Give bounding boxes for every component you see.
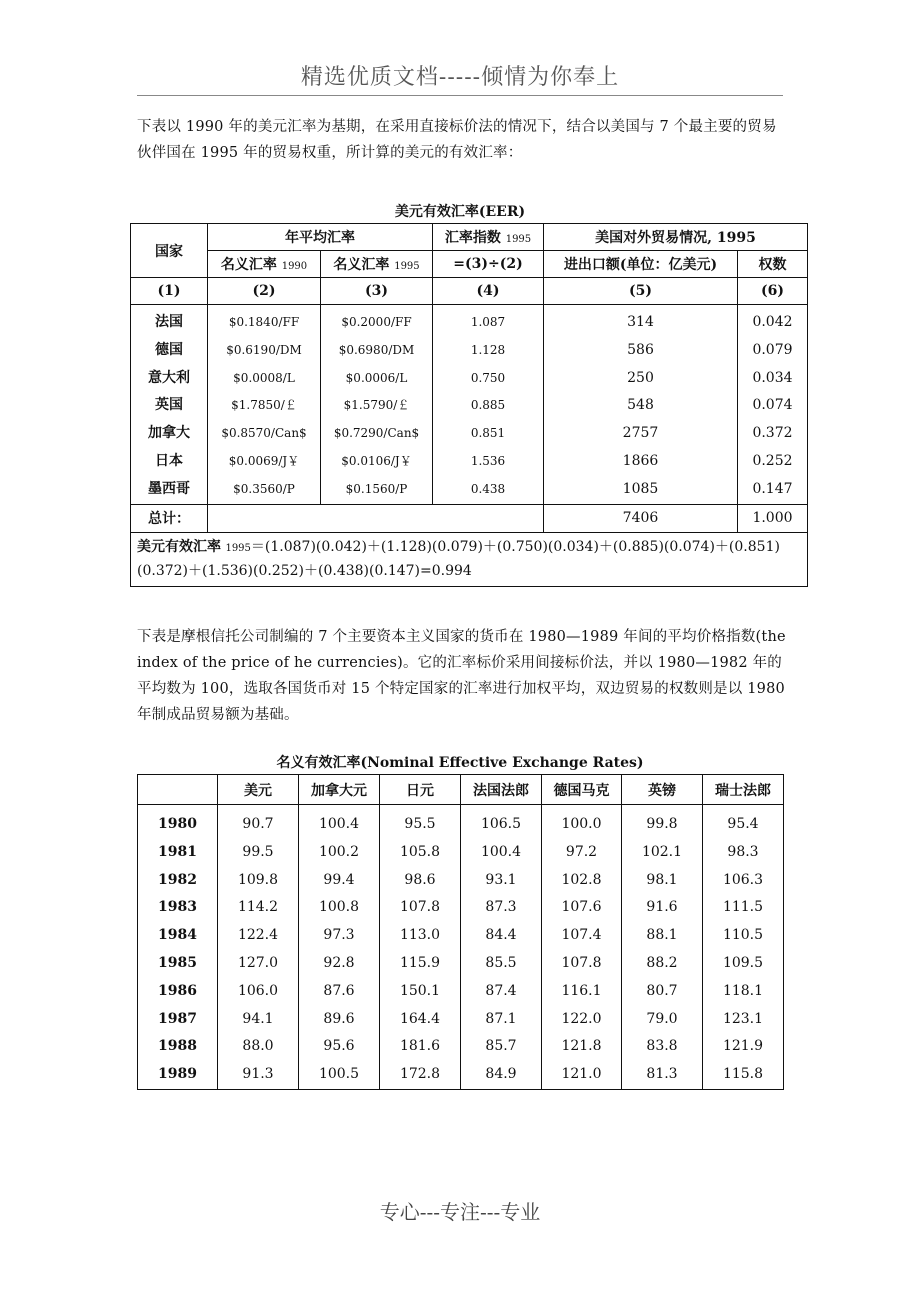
table1-caption: 美元有效汇率(EER) [394, 204, 526, 220]
rate-cell: 79.0 [646, 1010, 678, 1027]
col-num: (4) [433, 278, 544, 305]
rate-cell: 109.8 [237, 871, 279, 888]
col-num: (5) [544, 278, 738, 305]
rate-1990-cell: $0.3560/P [233, 481, 295, 496]
rate-1995-cell: $0.7290/Can$ [333, 426, 420, 441]
rate-cell: 122.0 [561, 1010, 602, 1027]
rate-cell: 100.0 [561, 816, 602, 832]
country-cell: 德国 [155, 341, 183, 358]
rate-1995-column [321, 305, 433, 505]
rate-cell: 97.2 [565, 843, 598, 860]
rate-cell: 84.4 [485, 927, 517, 944]
rate-cell: 98.3 [727, 843, 759, 860]
weight-column [738, 305, 808, 505]
rate-cell: 97.3 [323, 927, 355, 944]
rate-cell: 100.4 [480, 843, 522, 860]
col-num: (1) [131, 278, 208, 305]
rate-cell: 164.4 [399, 1010, 441, 1027]
cad-column [299, 805, 380, 1090]
header-index [433, 224, 544, 251]
formula-sub: 1995 [225, 542, 251, 554]
weight-cell: 0.252 [752, 452, 793, 469]
rate-cell: 84.9 [485, 1066, 517, 1083]
rate-cell: 113.0 [399, 927, 441, 944]
rate-cell: 106.3 [722, 871, 764, 888]
rate-cell: 110.5 [722, 927, 764, 944]
rate-cell: 100.5 [318, 1066, 360, 1083]
year-cell: 1984 [158, 927, 197, 944]
header-nominal-1995-label: 名义汇率 [333, 257, 390, 273]
rate-cell: 88.1 [646, 927, 678, 944]
trade-cell: 250 [627, 369, 654, 386]
header-country: 国家 [131, 224, 208, 278]
rate-1990-cell: $0.6190/DM [226, 342, 302, 357]
index-cell: 1.128 [470, 342, 506, 357]
usd-column [218, 805, 299, 1090]
header-formula: =(3)÷(2) [433, 251, 544, 278]
total-weight: 1.000 [738, 504, 808, 532]
rate-cell: 107.8 [399, 899, 441, 916]
rate-cell: 115.8 [722, 1066, 764, 1083]
weight-cell: 0.372 [752, 425, 793, 442]
index-cell: 1.087 [470, 315, 506, 329]
rate-cell: 95.4 [727, 816, 759, 832]
weight-cell: 0.079 [752, 341, 793, 358]
header-index-sub: 1995 [505, 234, 532, 245]
rate-cell: 80.7 [646, 982, 678, 999]
rate-cell: 88.0 [242, 1038, 274, 1055]
year-column [138, 805, 218, 1090]
rate-cell: 99.5 [242, 843, 274, 860]
rate-1995-cell: $0.1560/P [345, 481, 408, 496]
total-trade: 7406 [544, 504, 738, 532]
index-column [433, 305, 544, 505]
page-footer: 专心---专注---专业 [379, 1200, 541, 1224]
intro-paragraph-2: 下表是摩根信托公司制编的 7 个主要资本主义国家的货币在 1980—1989 年间的平均价格指数(the index of the price of he currencies)。它的汇率标价采用间接标价法，并以 1980—1982 年的平均数为 100，选取各国货币对 15 个特定国家的汇率进行加权平均，双边贸易的权数则是以 1980 年制成品贸易额为基础。 [137, 629, 786, 723]
col-num: (6) [738, 278, 808, 305]
trade-cell: 2757 [622, 425, 659, 442]
trade-cell: 1866 [622, 452, 659, 469]
rate-1995-cell: $1.5790/￡ [343, 398, 410, 413]
header-year-blank [138, 775, 218, 805]
country-cell: 墨西哥 [148, 480, 190, 497]
chf-column [703, 805, 784, 1090]
rate-cell: 92.8 [323, 954, 355, 971]
trade-cell: 548 [627, 397, 654, 414]
rate-cell: 121.9 [722, 1038, 764, 1055]
country-cell: 法国 [155, 314, 183, 330]
rate-cell: 150.1 [399, 982, 441, 999]
total-label: 总计： [131, 504, 208, 532]
eer-table [130, 223, 808, 587]
index-cell: 1.536 [470, 453, 506, 468]
rate-cell: 90.7 [242, 816, 274, 832]
rate-cell: 114.2 [237, 899, 279, 916]
header-index-label: 汇率指数 [444, 230, 501, 246]
country-cell: 日本 [155, 452, 183, 469]
rate-cell: 85.5 [485, 954, 517, 971]
index-cell: 0.438 [470, 481, 506, 496]
year-cell: 1980 [158, 816, 197, 832]
weight-cell: 0.042 [752, 314, 793, 330]
header-nominal-1990-label: 名义汇率 [220, 257, 277, 273]
header-currency: 加拿大元 [299, 775, 380, 805]
rate-cell: 98.6 [404, 871, 436, 888]
rate-1990-cell: $0.0008/L [233, 370, 295, 385]
rate-cell: 81.3 [646, 1066, 678, 1083]
rate-cell: 111.5 [722, 899, 764, 916]
header-rule [137, 95, 783, 96]
header-weight: 权数 [738, 251, 808, 278]
header-currency: 英镑 [622, 775, 703, 805]
rate-cell: 87.3 [485, 899, 517, 916]
eer-formula [131, 532, 808, 586]
year-cell: 1981 [158, 843, 197, 860]
rate-cell: 118.1 [722, 982, 764, 999]
header-nominal-1995 [321, 251, 433, 278]
rate-1990-column [208, 305, 321, 505]
year-cell: 1986 [158, 982, 197, 999]
trade-cell: 1085 [622, 480, 659, 497]
rate-cell: 98.1 [646, 871, 678, 888]
col-num: (2) [208, 278, 321, 305]
weight-cell: 0.147 [752, 480, 793, 497]
dem-column [542, 805, 622, 1090]
rate-1995-cell: $0.6980/DM [338, 342, 415, 357]
rate-1990-cell: $0.0069/J￥ [228, 453, 300, 468]
formula-label: 美元有效汇率 [137, 538, 221, 555]
rate-cell: 87.4 [485, 982, 517, 999]
rate-cell: 121.8 [561, 1038, 602, 1055]
rate-cell: 89.6 [323, 1010, 355, 1027]
country-cell: 意大利 [148, 369, 190, 386]
header-currency: 德国马克 [542, 775, 622, 805]
rate-cell: 95.5 [404, 816, 436, 832]
weight-cell: 0.034 [752, 369, 793, 386]
rate-cell: 99.4 [323, 871, 355, 888]
year-cell: 1988 [158, 1038, 197, 1055]
rate-cell: 107.4 [561, 927, 602, 944]
rate-cell: 100.2 [318, 843, 360, 860]
rate-cell: 172.8 [399, 1066, 441, 1083]
rate-cell: 121.0 [561, 1066, 602, 1083]
rate-cell: 100.8 [318, 899, 360, 916]
neer-table [137, 774, 784, 1090]
header-trade: 美国对外贸易情况, 1995 [544, 224, 808, 251]
rate-cell: 181.6 [399, 1038, 441, 1055]
country-column [131, 305, 208, 505]
rate-1995-cell: $0.0006/L [345, 370, 408, 385]
rate-cell: 99.8 [646, 816, 678, 832]
frf-column [461, 805, 542, 1090]
col-num: (3) [321, 278, 433, 305]
header-io: 进出口额(单位：亿美元) [544, 251, 738, 278]
header-currency: 美元 [218, 775, 299, 805]
header-nominal-1990-sub: 1990 [281, 261, 308, 272]
rate-cell: 87.1 [485, 1010, 517, 1027]
trade-cell: 586 [627, 341, 654, 358]
rate-cell: 93.1 [485, 871, 517, 888]
rate-cell: 127.0 [237, 954, 279, 971]
header-nominal-1990 [208, 251, 321, 278]
rate-cell: 107.6 [561, 899, 602, 916]
rate-cell: 109.5 [722, 954, 764, 971]
rate-cell: 85.7 [485, 1038, 517, 1055]
year-cell: 1985 [158, 954, 197, 971]
header-avg-rate: 年平均汇率 [208, 224, 433, 251]
index-cell: 0.750 [470, 370, 506, 385]
year-cell: 1983 [158, 899, 197, 916]
trade-column [544, 305, 738, 505]
rate-cell: 95.6 [323, 1038, 355, 1055]
rate-1995-cell: $0.0106/J￥ [341, 453, 412, 468]
rate-cell: 87.6 [323, 982, 355, 999]
rate-cell: 106.5 [480, 816, 522, 832]
rate-cell: 122.4 [237, 927, 279, 944]
rate-cell: 115.9 [399, 954, 441, 971]
header-nominal-1995-sub: 1995 [394, 261, 420, 272]
rate-cell: 94.1 [242, 1010, 274, 1027]
jpy-column [380, 805, 461, 1090]
gbp-column [622, 805, 703, 1090]
rate-cell: 102.8 [561, 871, 602, 888]
year-cell: 1989 [158, 1066, 197, 1083]
year-cell: 1987 [158, 1010, 197, 1027]
rate-cell: 106.0 [237, 982, 279, 999]
rate-cell: 116.1 [561, 982, 602, 999]
rate-cell: 88.2 [646, 954, 678, 971]
rate-1995-cell: $0.2000/FF [341, 315, 412, 329]
rate-cell: 102.1 [641, 843, 683, 860]
rate-cell: 91.6 [646, 899, 678, 916]
rate-cell: 123.1 [722, 1010, 764, 1027]
rate-cell: 107.8 [561, 954, 602, 971]
rate-cell: 83.8 [646, 1038, 678, 1055]
index-cell: 0.885 [470, 398, 506, 413]
header-currency: 日元 [380, 775, 461, 805]
header-currency: 法国法郎 [461, 775, 542, 805]
rate-cell: 100.4 [318, 816, 360, 832]
weight-cell: 0.074 [752, 397, 793, 414]
rate-cell: 105.8 [399, 843, 441, 860]
header-currency: 瑞士法郎 [703, 775, 784, 805]
intro-paragraph-1: 下表以 1990 年的美元汇率为基期，在采用直接标价法的情况下，结合以美国与 7 个最主要的贸易伙伴国在 1995 年的贸易权重，所计算的美元的有效汇率： [137, 119, 777, 161]
country-cell: 英国 [155, 397, 183, 414]
trade-cell: 314 [627, 314, 654, 330]
country-cell: 加拿大 [148, 425, 190, 442]
rate-1990-cell: $1.7850/￡ [231, 398, 297, 413]
total-empty [208, 504, 544, 532]
page-header: 精选优质文档-----倾情为你奉上 [300, 65, 620, 90]
index-cell: 0.851 [470, 426, 506, 441]
formula-text: ＝(1.087)(0.042)＋(1.128)(0.079)＋(0.750)(0.034)＋(0.885)(0.074)＋(0.851)(0.372)＋(1.536)(0.252)＋(0.438)(0.147)=0.994 [137, 538, 780, 579]
rate-1990-cell: $0.1840/FF [228, 315, 300, 329]
year-cell: 1982 [158, 871, 197, 888]
rate-1990-cell: $0.8570/Can$ [221, 426, 307, 441]
table2-caption: 名义有效汇率(Nominal Effective Exchange Rates) [276, 755, 644, 771]
rate-cell: 91.3 [242, 1066, 274, 1083]
